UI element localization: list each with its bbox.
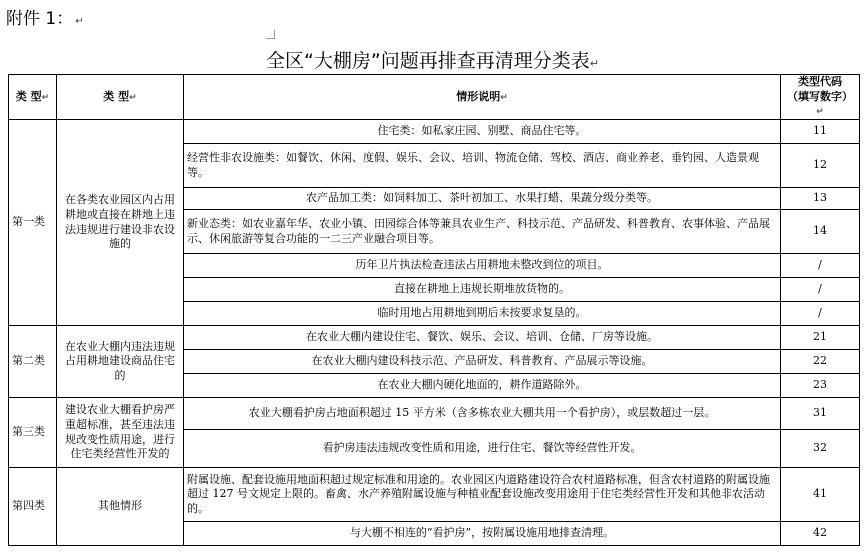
category-cell: 第三类	[9, 398, 57, 468]
code-cell: /	[781, 254, 860, 278]
category-cell: 第四类	[9, 468, 57, 546]
header-description: 情形说明↵	[184, 75, 781, 120]
description-cell: 农业大棚看护房占地面积超过 15 平方米（含多栋农业大棚共用一个看护房），或层数超过一层。	[184, 398, 781, 430]
description-cell: 临时用地占用耕地到期后未按要求复垦的。	[184, 302, 781, 326]
type-cell: 在各类农业园区内占用耕地或直接在耕地上违法违规进行建设非农设施的	[57, 120, 184, 326]
description-cell: 在农业大棚内建设科技示范、产品研发、科普教育、产品展示等设施。	[184, 350, 781, 374]
code-cell: 11	[781, 120, 860, 144]
code-cell: 13	[781, 188, 860, 210]
code-cell: 31	[781, 398, 860, 430]
code-cell: 14	[781, 210, 860, 254]
code-cell: 41	[781, 468, 860, 522]
code-cell: /	[781, 278, 860, 302]
document-title: 全区“大棚房”问题再排查再清理分类表↵	[266, 50, 599, 72]
description-cell: 经营性非农设施类：如餐饮、休闲、度假、娱乐、会议、培训、物流仓储、驾校、酒店、商业养老、垂钓园、人造景观等。	[184, 144, 781, 188]
attachment-label: 附件 1： ↵	[6, 9, 84, 29]
description-cell: 在农业大棚内硬化地面的，耕作道路除外。	[184, 374, 781, 398]
paragraph-mark-icon: ↵	[75, 16, 84, 27]
code-cell: 42	[781, 522, 860, 546]
code-cell: 22	[781, 350, 860, 374]
description-cell: 新业态类：如农业嘉年华、农业小镇、田园综合体等兼具农业生产、科技示范、产品研发、科普教育、农事体验、产品展示、休闲旅游等复合功能的一二三产业融合项目等。	[184, 210, 781, 254]
type-cell: 建设农业大棚看护房严重超标准，甚至违法违规改变性质用途，进行住宅类经营性开发的	[57, 398, 184, 468]
table-header-row	[9, 75, 860, 120]
classification-table	[8, 74, 860, 546]
type-cell: 其他情形	[57, 468, 184, 546]
code-cell: /	[781, 302, 860, 326]
description-cell: 附属设施、配套设施用地面积超过规定标准和用途的。农业园区内道路建设符合农村道路标准，但含农村道路的附属设施超过 127 号文规定上限的。畜禽、水产养殖附属设施与种植业配套设施改变用途用于住宅类经营性开发和其他非农活动的。	[184, 468, 781, 522]
description-cell: 农产品加工类：如饲料加工、茶叶初加工、水果打蜡、果蔬分级分类等。	[184, 188, 781, 210]
margin-corner-mark	[266, 30, 275, 39]
description-cell: 住宅类：如私家庄园、别墅、商品住宅等。	[184, 120, 781, 144]
code-cell: 32	[781, 430, 860, 468]
table-row	[9, 326, 860, 350]
type-cell: 在农业大棚内违法违规占用耕地建设商品住宅的	[57, 326, 184, 398]
code-cell: 23	[781, 374, 860, 398]
description-cell: 看护房违法违规改变性质和用途，进行住宅、餐饮等经营性开发。	[184, 430, 781, 468]
header-category: 类 型↵	[9, 75, 57, 120]
category-cell: 第一类	[9, 120, 57, 326]
table-row	[9, 468, 860, 522]
header-type: 类 型↵	[57, 75, 184, 120]
description-cell: 历年卫片执法检查违法占用耕地未整改到位的项目。	[184, 254, 781, 278]
paragraph-mark-icon: ↵	[589, 57, 599, 70]
code-cell: 12	[781, 144, 860, 188]
header-code: 类型代码 （填写数字）↵	[781, 75, 860, 120]
code-cell: 21	[781, 326, 860, 350]
description-cell: 直接在耕地上违规长期堆放货物的。	[184, 278, 781, 302]
table-row	[9, 120, 860, 144]
description-cell: 与大棚不相连的“看护房”，按附属设施用地排查清理。	[184, 522, 781, 546]
category-cell: 第二类	[9, 326, 57, 398]
description-cell: 在农业大棚内建设住宅、餐饮、娱乐、会议、培训、仓储、厂房等设施。	[184, 326, 781, 350]
table-row	[9, 398, 860, 430]
